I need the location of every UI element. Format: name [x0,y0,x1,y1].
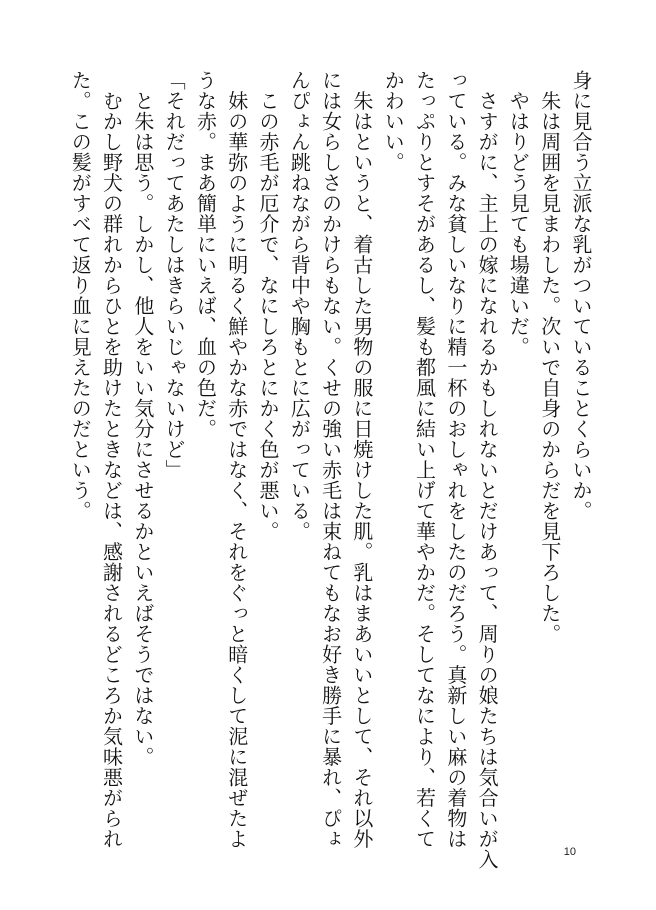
text-line: た。この髪がすべて返り血に見えたのだという。 [68,70,93,521]
text-line: むかし野犬の群れからひとを助けたときなどは、感謝されるどころか気味悪がられ [99,70,124,849]
text-line: 朱は周囲を見まわした。次いで自身のからだを見下ろした。 [537,70,562,644]
text-line: 「それだってあたしはきらいじゃないけど」 [162,70,187,480]
text-line: 妹の華弥のように明るく鮮やかな赤ではなく、それをぐっと暗くして泥に混ぜたよ [224,70,249,849]
text-line: っている。みな貧しいなりに精一杯のおしゃれをしたのだろう。真新しい麻の着物は [443,70,468,849]
text-line: には女らしさのかけらもない。くせの強い赤毛は束ねてもなお好き勝手に暴れ、ぴょ [318,70,343,849]
page-number: 10 [563,846,576,858]
text-line: 朱はというと、着古した男物の服に日焼けした肌。乳はまあいいとして、それ以外 [349,70,374,849]
text-line: と朱は思う。しかし、他人をいい気分にさせるかといえばそうではない。 [130,70,155,767]
text-line: やはりどう見ても場違いだ。 [506,70,531,357]
text-line: たっぷりとすそがあるし、髪も都風に結い上げて華やかだ。そしてなにより、若くて [412,70,437,849]
text-line: この赤毛が厄介で、なにしろとにかく色が悪い。 [256,70,281,542]
text-line: さすがに、主上の嫁になれるかもしれないとだけあって、周りの娘たちは気合いが入 [475,70,500,870]
text-line: 身に見合う立派な乳がついていることくらいか。 [569,70,593,521]
text-line: うな赤。まあ簡単にいえば、血の色だ。 [193,70,218,439]
text-line: んぴょん跳ねながら背中や胸もとに広がっている。 [287,70,312,542]
text-line: かわいい。 [381,70,406,173]
